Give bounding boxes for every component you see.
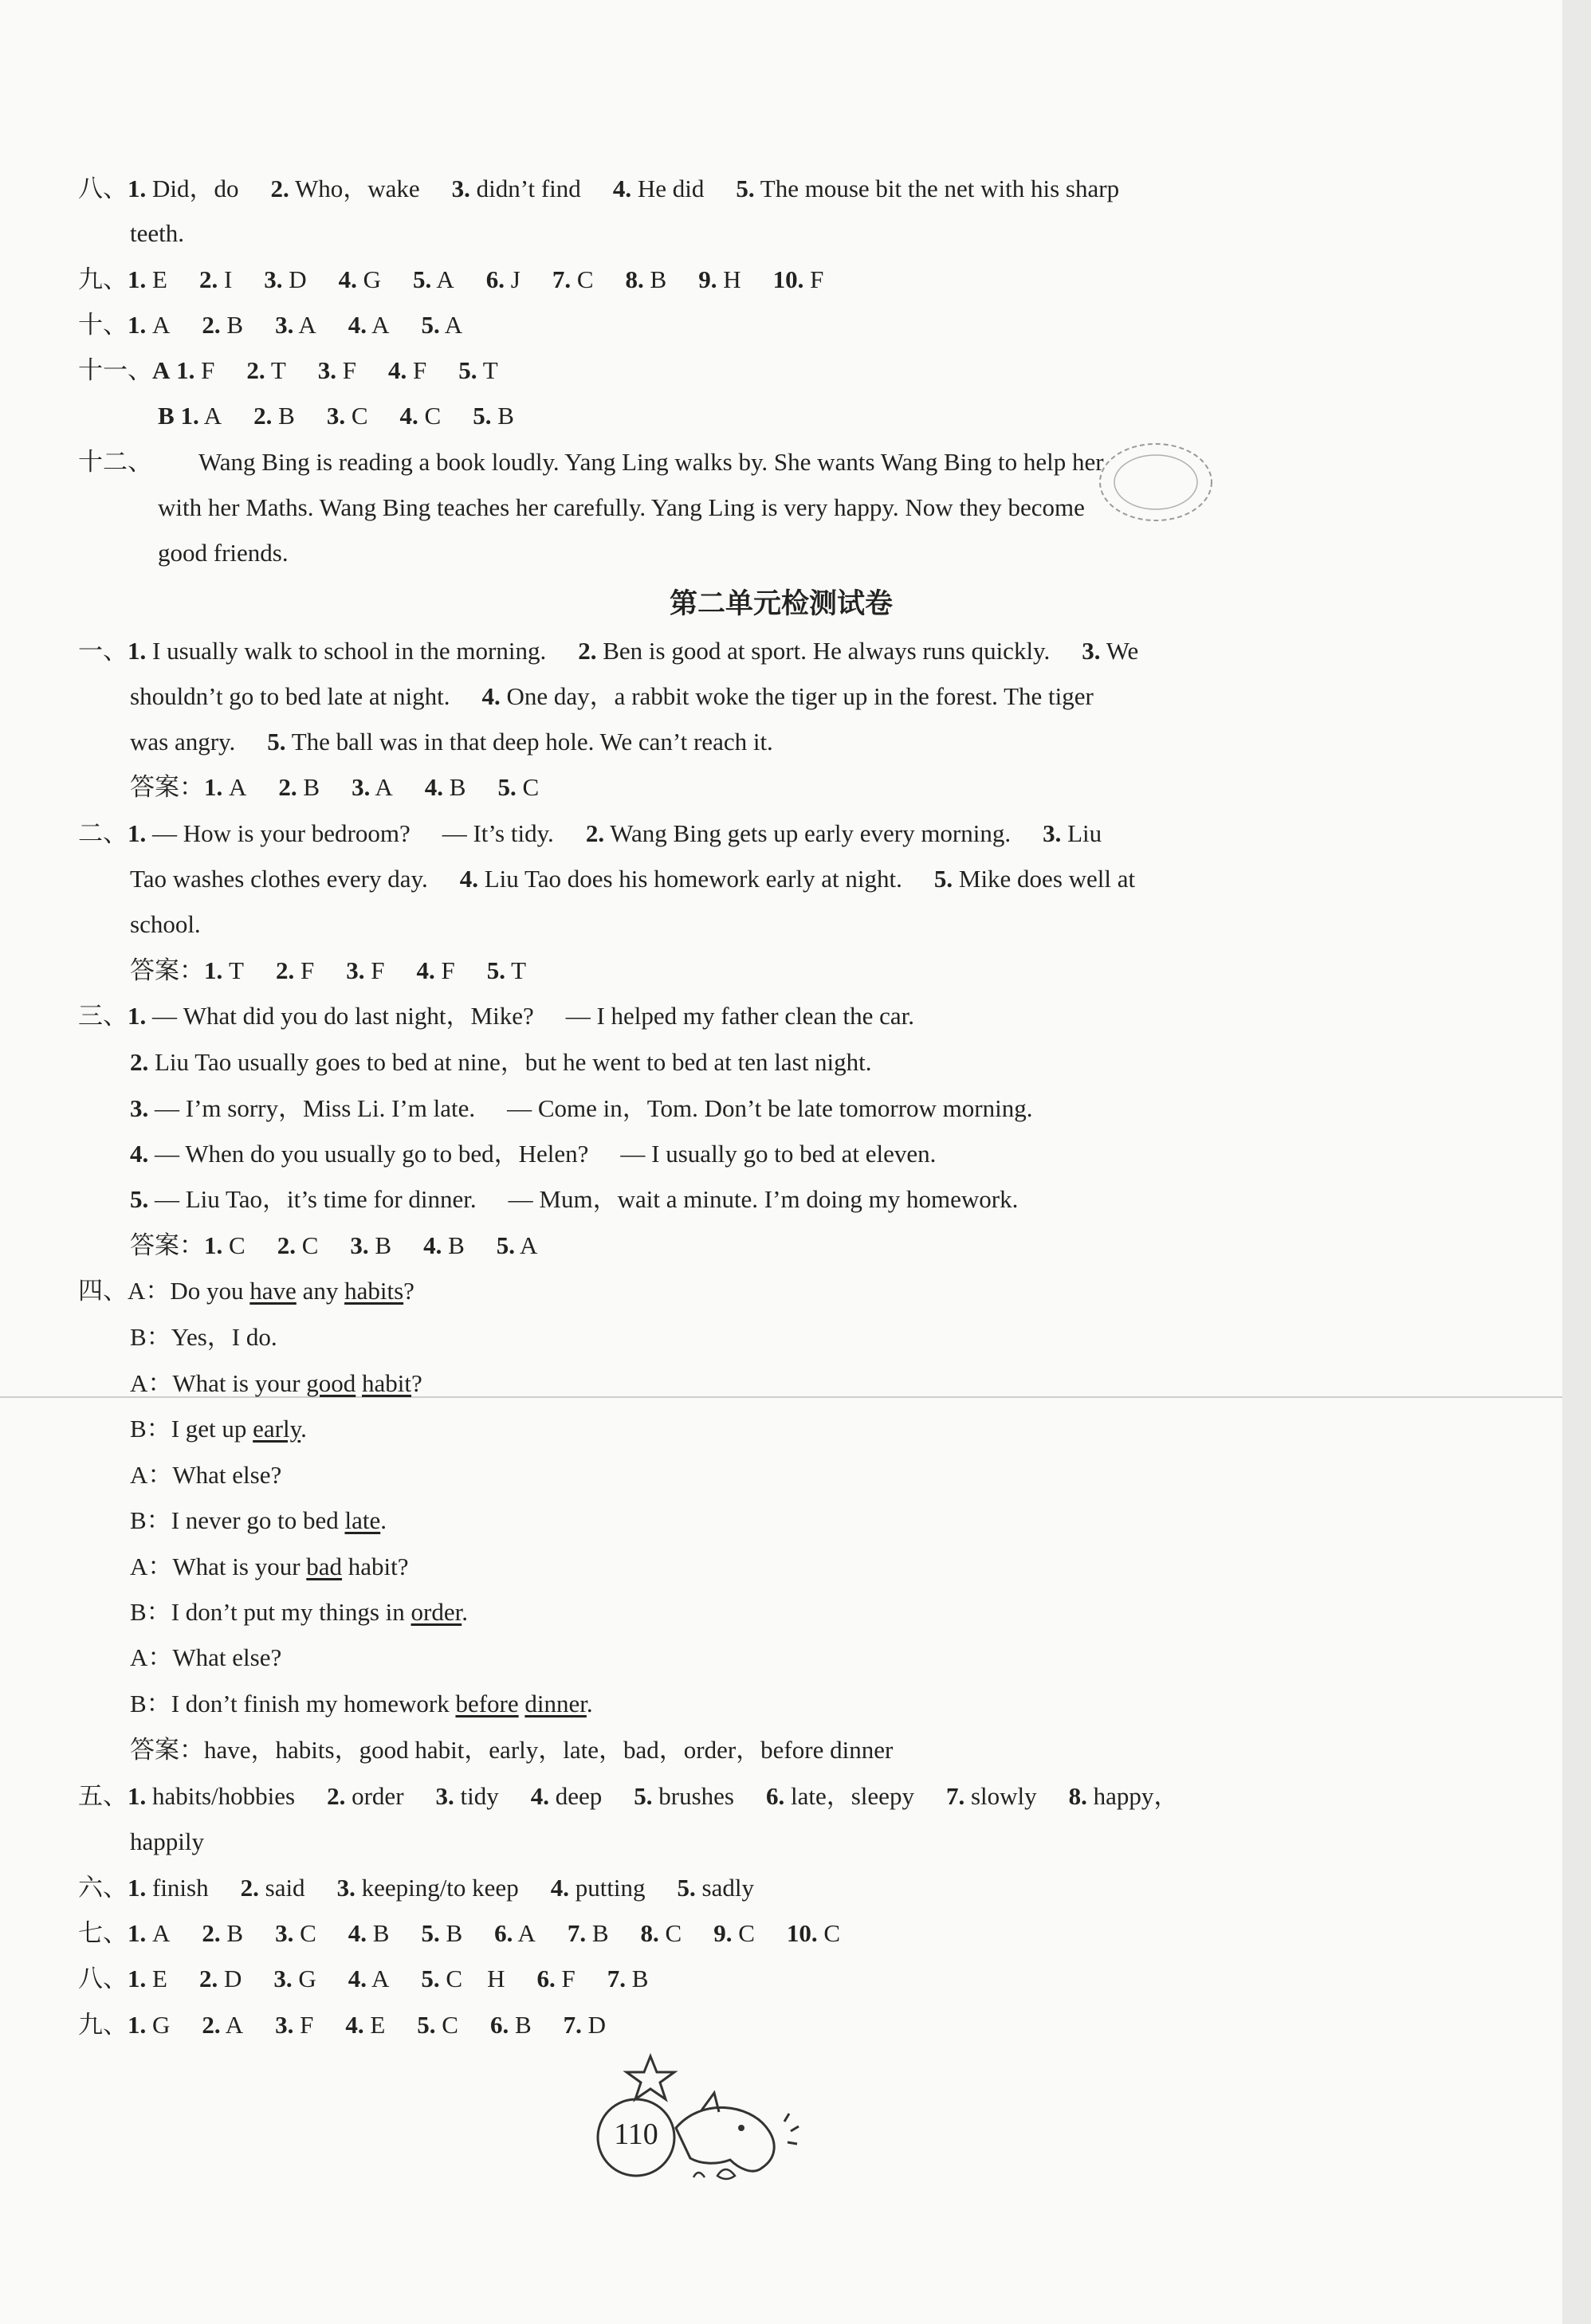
- u2-line2: Tao washes clothes every day. 4. Liu Tao does his homework early at night. 5. Mike does well at: [130, 865, 1136, 893]
- answer-value: B: [226, 1919, 244, 1947]
- answer-number: 6.: [494, 1919, 513, 1947]
- answer-number: 6.: [489, 2011, 509, 2039]
- answer-value: B: [497, 402, 514, 430]
- answer-value: C: [424, 402, 442, 430]
- answer-number: 3.: [275, 1919, 294, 1947]
- answer-number: 2.: [278, 773, 297, 801]
- answer-number: 8.: [640, 1919, 659, 1947]
- answer-value: said: [265, 1874, 305, 1902]
- answer-number: 2.: [275, 956, 295, 984]
- answer-value: D: [223, 1965, 242, 1992]
- unit2-title: 第二单元检测试卷: [669, 588, 893, 620]
- answer-value: E: [370, 2011, 386, 2039]
- u4-d5: A：What else?: [130, 1461, 282, 1489]
- answer-number: 1.: [128, 1874, 147, 1902]
- answer-number: 4.: [338, 265, 357, 293]
- answer-value: T: [482, 356, 498, 384]
- u2-line1: 二、1. — How is your bedroom? — It’s tidy. 2. Wang Bing gets up early every morning. 3. Liu: [78, 819, 1102, 847]
- answer-value: late，sleepy: [791, 1782, 914, 1810]
- u3-line2: 2. Liu Tao usually goes to bed at nine，but he went to bed at ten last night.: [130, 1048, 872, 1076]
- answer-value: A: [520, 1231, 538, 1259]
- sec11a-line: 十一、A 1. F 2. T 3. F 4. F 5. T: [78, 356, 498, 384]
- answer-number: 4.: [348, 1919, 367, 1947]
- answer-number: 3.: [435, 1782, 454, 1810]
- answer-value: B: [650, 265, 667, 293]
- u4-d7: A：What is your bad habit?: [130, 1553, 409, 1580]
- answer-value: A: [517, 1919, 536, 1947]
- answer-number: 3.: [275, 311, 294, 339]
- u5-line: 五、1. habits/hobbies 2. order 3. tidy 4. deep 5. brushes 6. late，sleepy 7. slowly 8. happy，: [78, 1782, 1179, 1810]
- answer-number: 4.: [423, 1231, 442, 1259]
- sec12-line1: 十二、 Wang Bing is reading a book loudly. Yang Ling walks by. She wants Wang Bing to help her: [78, 448, 1104, 476]
- u3-line5: 5. — Liu Tao，it’s time for dinner. — Mum，wait a minute. I’m doing my homework.: [130, 1185, 1019, 1213]
- answer-number: 3.: [264, 265, 283, 293]
- answer-value: A: [375, 773, 393, 801]
- answer-number: 7.: [563, 2011, 582, 2039]
- u6-line: 六、1. finish 2. said 3. keeping/to keep 4. putting 5. sadly: [78, 1874, 754, 1902]
- u4-d2: B：Yes，I do.: [130, 1323, 277, 1351]
- answer-number: 1.: [204, 1231, 223, 1259]
- u2-line3: school.: [130, 910, 201, 938]
- answer-number: 3.: [273, 1965, 293, 1992]
- answer-value: A: [298, 311, 316, 339]
- answer-number: 7.: [567, 1919, 587, 1947]
- sec10-line: 十、1. A 2. B 3. A 4. A 5. A: [78, 311, 463, 339]
- answer-number: 1.: [128, 1782, 147, 1810]
- answer-number: 1.: [204, 956, 223, 984]
- answer-value: D: [289, 265, 307, 293]
- answer-value: A: [152, 1919, 171, 1947]
- answer-number: 4.: [416, 956, 435, 984]
- answer-number: 1.: [176, 356, 195, 384]
- answer-number: 5.: [458, 356, 477, 384]
- answer-value: B: [449, 773, 466, 801]
- sec12-line2: with her Maths. Wang Bing teaches her carefully. Yang Ling is very happy. Now they become: [158, 493, 1085, 521]
- answer-number: 5.: [421, 1965, 440, 1992]
- answer-value: F: [413, 356, 427, 384]
- answer-number: 1.: [128, 1919, 147, 1947]
- sec8-cont: teeth.: [130, 219, 184, 247]
- answer-value: habits/hobbies: [152, 1782, 296, 1810]
- answer-number: 6.: [536, 1965, 556, 1992]
- answer-value: C H: [446, 1965, 505, 1992]
- answer-value: B: [303, 773, 320, 801]
- answer-number: 2.: [240, 1874, 259, 1902]
- answer-number: 7.: [945, 1782, 965, 1810]
- answer-value: sadly: [701, 1874, 754, 1902]
- answer-number: 2.: [198, 1965, 218, 1992]
- answer-number: 4.: [348, 311, 367, 339]
- answer-value: C: [665, 1919, 682, 1947]
- answer-value: T: [229, 956, 244, 984]
- answer-number: 1.: [128, 265, 147, 293]
- answer-number: 7.: [552, 265, 572, 293]
- answer-value: A: [225, 2011, 244, 2039]
- u4-d9: A：What else?: [130, 1643, 282, 1671]
- answer-value: C: [823, 1919, 841, 1947]
- answer-value: C: [522, 773, 540, 801]
- answer-number: 5.: [677, 1874, 696, 1902]
- answer-value: C: [576, 265, 594, 293]
- answer-value: G: [363, 265, 382, 293]
- answer-number: 5.: [417, 2011, 436, 2039]
- answer-number: 3.: [336, 1874, 356, 1902]
- page-number: 110: [614, 2118, 658, 2151]
- answer-number: 2.: [327, 1782, 346, 1810]
- answer-number: 2.: [198, 265, 218, 293]
- answer-number: 10.: [772, 265, 804, 293]
- answer-number: 2.: [202, 2011, 221, 2039]
- u2-key: 答案：1. T 2. F 3. F 4. F 5. T: [130, 956, 527, 984]
- u4-d8: B：I don’t put my things in order.: [130, 1598, 468, 1626]
- answer-number: 5.: [486, 956, 505, 984]
- u4-d6: B：I never go to bed late.: [130, 1506, 387, 1534]
- answer-value: B: [448, 1231, 465, 1259]
- answer-value: F: [810, 265, 824, 293]
- answer-value: T: [270, 356, 286, 384]
- sec11b-line: B 1. A 2. B 3. C 4. C 5. B: [158, 402, 514, 430]
- u3-line4: 4. — When do you usually go to bed，Helen? — I usually go to bed at eleven.: [130, 1140, 937, 1168]
- u1-line1: 一、1. I usually walk to school in the morning. 2. Ben is good at sport. He always runs quickly. 3. We: [78, 637, 1139, 665]
- u4-key: 答案：have，habits，good habit，early，late，bad，order，before dinner: [130, 1736, 894, 1764]
- answer-value: F: [342, 356, 357, 384]
- u3-line1: 三、1. — What did you do last night，Mike? — I helped my father clean the car.: [78, 1002, 914, 1030]
- u1-key: 答案：1. A 2. B 3. A 4. B 5. C: [130, 773, 540, 801]
- answer-number: 8.: [625, 265, 644, 293]
- u3-line3: 3. — I’m sorry，Miss Li. I’m late. — Come in，Tom. Don’t be late tomorrow morning.: [130, 1094, 1033, 1122]
- answer-value: A: [152, 311, 171, 339]
- answer-number: 6.: [766, 1782, 785, 1810]
- answer-number: 3.: [275, 2011, 294, 2039]
- answer-value: B: [591, 1919, 609, 1947]
- answer-number: 1.: [128, 2011, 147, 2039]
- answer-number: 2.: [253, 402, 273, 430]
- answer-number: 1.: [128, 311, 147, 339]
- answer-value: J: [510, 265, 521, 293]
- answer-value: B: [631, 1965, 649, 1992]
- answer-value: H: [723, 265, 741, 293]
- sec12-line3: good friends.: [158, 539, 289, 567]
- answer-number: 3.: [317, 356, 337, 384]
- answer-value: B: [514, 2011, 532, 2039]
- answer-value: putting: [575, 1874, 646, 1902]
- answer-value: B: [446, 1919, 463, 1947]
- answer-number: 9.: [713, 1919, 733, 1947]
- answer-value: happy，: [1093, 1782, 1179, 1810]
- answer-value: F: [371, 956, 385, 984]
- answer-value: I: [223, 265, 233, 293]
- answer-value: A: [371, 311, 390, 339]
- answer-value: B: [278, 402, 295, 430]
- answer-number: 4.: [345, 2011, 364, 2039]
- u1-line2: shouldn’t go to bed late at night. 4. One day，a rabbit woke the tiger up in the forest. The tiger: [130, 682, 1094, 710]
- answer-value: G: [152, 2011, 171, 2039]
- answer-value: T: [511, 956, 527, 984]
- answer-value: D: [587, 2011, 607, 2039]
- answer-number: 8.: [1068, 1782, 1087, 1810]
- sec9-line: 九、1. E 2. I 3. D 4. G 5. A 6. J 7. C 8. B 9. H 10. F: [78, 265, 824, 293]
- answer-value: C: [229, 1231, 246, 1259]
- answer-number: 5.: [421, 1919, 440, 1947]
- answer-value: B: [226, 311, 244, 339]
- answer-number: 4.: [530, 1782, 549, 1810]
- answer-number: 7.: [607, 1965, 626, 1992]
- answer-value: order: [352, 1782, 404, 1810]
- answer-value: brushes: [658, 1782, 734, 1810]
- answer-value: F: [441, 956, 455, 984]
- answer-value: G: [298, 1965, 316, 1992]
- answer-number: 2.: [202, 1919, 221, 1947]
- answer-value: B: [372, 1919, 390, 1947]
- answer-number: 2.: [202, 311, 221, 339]
- answer-number: 4.: [424, 773, 444, 801]
- answer-value: F: [561, 1965, 576, 1992]
- answer-value: E: [152, 265, 167, 293]
- answer-number: 1.: [180, 402, 199, 430]
- u4-d1: 四、A：Do you have any habits?: [78, 1277, 414, 1305]
- answer-value: keeping/to keep: [361, 1874, 519, 1902]
- u3-key: 答案：1. C 2. C 3. B 4. B 5. A: [130, 1231, 538, 1259]
- u7-line: 七、1. A 2. B 3. C 4. B 5. B 6. A 7. B 8. C 9. C 10. C: [78, 1919, 841, 1947]
- answer-value: C: [300, 1919, 316, 1947]
- answer-number: 3.: [346, 956, 365, 984]
- answer-number: 5.: [634, 1782, 653, 1810]
- answer-number: 4.: [348, 1965, 367, 1992]
- u1-line3: was angry. 5. The ball was in that deep hole. We can’t reach it.: [130, 728, 773, 756]
- answer-value: C: [738, 1919, 755, 1947]
- u8-line: 八、1. E 2. D 3. G 4. A 5. C H 6. F 7. B: [78, 1965, 649, 1992]
- answer-value: tidy: [460, 1782, 499, 1810]
- u5-cont: happily: [130, 1827, 204, 1855]
- answer-value: F: [300, 956, 315, 984]
- answer-value: A: [436, 265, 454, 293]
- answer-number: 6.: [485, 265, 505, 293]
- answer-number: 10.: [786, 1919, 818, 1947]
- answer-value: E: [152, 1965, 167, 1992]
- answer-value: C: [351, 402, 368, 430]
- answer-value: deep: [555, 1782, 603, 1810]
- answer-value: A: [203, 402, 222, 430]
- answer-number: 5.: [421, 311, 440, 339]
- answer-number: 5.: [473, 402, 492, 430]
- answer-number: 4.: [399, 402, 418, 430]
- answer-value: A: [371, 1965, 390, 1992]
- answer-number: 3.: [350, 1231, 369, 1259]
- answer-number: 9.: [698, 265, 717, 293]
- answer-value: slowly: [970, 1782, 1037, 1810]
- sec8-line: 八、1. Did，do 2. Who，wake 3. didn’t find 4. He did 5. The mouse bit the net with his sharp: [78, 175, 1120, 202]
- u4-d10: B：I don’t finish my homework before dinner.: [130, 1690, 593, 1717]
- answer-number: 3.: [352, 773, 371, 801]
- answer-number: 3.: [326, 402, 346, 430]
- answer-number: 1.: [204, 773, 223, 801]
- u9-line: 九、1. G 2. A 3. F 4. E 5. C 6. B 7. D: [78, 2011, 607, 2039]
- answer-number: 4.: [388, 356, 407, 384]
- u4-d3: A：What is your good habit?: [130, 1369, 422, 1397]
- answer-number: 4.: [550, 1874, 569, 1902]
- answer-number: 2.: [277, 1231, 296, 1259]
- answer-value: F: [201, 356, 215, 384]
- answer-number: 1.: [128, 1965, 147, 1992]
- answer-value: C: [442, 2011, 458, 2039]
- page-edge: [1562, 0, 1591, 2324]
- stamp-mark: [1092, 434, 1220, 530]
- answer-value: F: [300, 2011, 314, 2039]
- answer-number: 5.: [497, 773, 517, 801]
- u4-d4: B：I get up early.: [130, 1415, 307, 1443]
- answer-value: B: [375, 1231, 392, 1259]
- answer-value: A: [444, 311, 463, 339]
- answer-number: 5.: [413, 265, 432, 293]
- answer-number: 2.: [246, 356, 265, 384]
- answer-number: 5.: [496, 1231, 515, 1259]
- answer-value: A: [229, 773, 247, 801]
- answer-value: finish: [152, 1874, 209, 1902]
- answer-value: C: [301, 1231, 319, 1259]
